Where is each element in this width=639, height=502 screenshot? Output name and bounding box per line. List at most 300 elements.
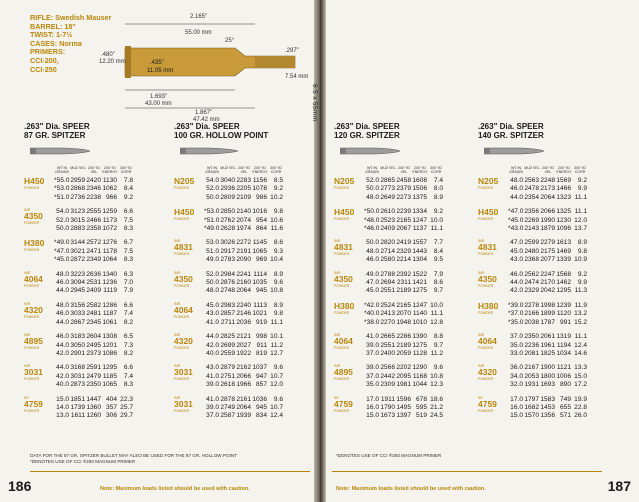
col-header: 200 YD ENERGY xyxy=(102,166,118,175)
correction-300yd: 8.3 xyxy=(123,256,133,264)
powder-maker: IMR xyxy=(478,239,485,244)
energy-200yd: 969 xyxy=(255,256,267,264)
powder-groups xyxy=(334,177,474,421)
correction-300yd: 9.6 xyxy=(273,364,283,372)
bullet-icon xyxy=(484,144,544,158)
muzzle-velocity: 2166 xyxy=(524,310,539,318)
energy-200yd: 595 xyxy=(415,403,427,411)
muzzle-velocity: 2053 xyxy=(524,372,539,380)
muzzle-velocity: 2983 xyxy=(220,301,235,309)
muzzle-velocity: 2788 xyxy=(380,270,395,278)
load-row xyxy=(54,225,164,233)
powder-name: 4064 xyxy=(334,336,353,347)
charge-weight: 35.0 xyxy=(510,341,523,349)
velocity-200yd: 2066 xyxy=(236,372,251,380)
muzzle-velocity: 2618 xyxy=(220,381,235,389)
muzzle-velocity: 2917 xyxy=(220,247,235,255)
footer-rule xyxy=(30,471,310,472)
bullet-heading xyxy=(24,122,164,140)
correction-300yd: 14.6 xyxy=(574,349,587,357)
correction-300yd: 29.7 xyxy=(120,412,133,420)
muzzle-velocity: 3021 xyxy=(70,247,85,255)
cartridge-diagram xyxy=(95,12,314,124)
col-header: 300 YD CORR xyxy=(270,166,282,175)
bullet-heading-line: .263" Dia. SPEER xyxy=(334,122,400,131)
velocity-200yd: 2077 xyxy=(540,256,555,264)
load-row xyxy=(54,373,164,381)
load-row xyxy=(54,319,164,327)
charge-weight: 46.0 xyxy=(56,279,69,287)
muzzle-velocity: 1739 xyxy=(70,403,85,411)
load-row xyxy=(364,208,474,216)
charge-weight: 39.0 xyxy=(366,341,379,349)
powder-label xyxy=(334,396,364,421)
charge-weight: *37.0 xyxy=(508,310,524,318)
powder-name: N205 xyxy=(174,176,195,186)
velocity-200yd: 1397 xyxy=(396,412,411,420)
correction-300yd: 8.8 xyxy=(433,333,443,341)
velocity-200yd: 2066 xyxy=(540,208,555,216)
powder-label xyxy=(478,239,508,264)
charge-weight: 50.0 xyxy=(56,225,69,233)
velocity-200yd: 1998 xyxy=(540,301,555,309)
powder-type: POWDER xyxy=(478,377,494,382)
load-row xyxy=(204,342,314,350)
velocity-200yd: 2059 xyxy=(396,349,411,357)
energy-200yd: 1569 xyxy=(556,177,571,184)
muzzle-velocity: 2563 xyxy=(524,177,539,184)
charge-weight: 49.0 xyxy=(366,270,379,278)
col-header: WT IN GRAINS xyxy=(509,166,523,175)
charge-weight: 39.0 xyxy=(206,381,219,389)
energy-200yd: 1086 xyxy=(102,349,117,357)
correction-300yd: 8.3 xyxy=(123,381,133,389)
powder-name: 4320 xyxy=(24,304,43,315)
energy-200yd: 1035 xyxy=(252,279,267,287)
powder-name: H380 xyxy=(478,300,499,311)
energy-200yd: 1506 xyxy=(412,185,427,193)
correction-300yd: 11.2 xyxy=(270,341,283,349)
page-186 xyxy=(0,0,314,502)
powder-type: POWDER xyxy=(478,283,494,288)
powder-type: POWDER xyxy=(174,186,190,190)
powder-label xyxy=(174,396,204,421)
spec-line: RIFLE: Swedish Mauser xyxy=(30,13,112,22)
col-header: 300 YD CORR xyxy=(430,166,442,175)
charge-weight: 41.0 xyxy=(206,318,219,326)
powder-label xyxy=(24,271,54,296)
energy-200yd: 966 xyxy=(105,193,117,201)
energy-200yd: 1156 xyxy=(252,177,267,184)
muzzle-velocity: 1570 xyxy=(524,412,539,420)
energy-200yd: 834 xyxy=(255,412,267,420)
muzzle-velocity: 2850 xyxy=(220,208,235,216)
powder-type: POWDER xyxy=(478,186,494,190)
muzzle-velocity: 2356 xyxy=(524,208,539,216)
col-header: MUZ VEL xyxy=(70,166,86,170)
powder-label xyxy=(24,177,54,202)
energy-200yd: 1340 xyxy=(102,270,117,278)
velocity-200yd: 2109 xyxy=(236,193,251,201)
powder-type: POWDER xyxy=(478,252,494,257)
muzzle-velocity: 2368 xyxy=(524,256,539,264)
powder-label xyxy=(478,302,508,327)
velocity-200yd: 2582 xyxy=(86,301,101,309)
powder-name: H380 xyxy=(334,300,355,311)
footnote-line: DATA FOR THE 87 GR. SPITZER BULLET MAY ALSO BE USED FOR THE 87 GR. HOLLOW POINT xyxy=(30,453,237,458)
charge-weight: 52.0 xyxy=(56,216,69,224)
energy-200yd: 1140 xyxy=(412,310,427,318)
load-rows xyxy=(204,208,314,233)
charge-weight: *51.0 xyxy=(204,216,220,224)
powder-name: 4064 xyxy=(478,336,497,347)
charge-weight: 16.0 xyxy=(510,403,523,411)
charge-weight: 50.0 xyxy=(366,185,379,193)
muzzle-velocity: 2865 xyxy=(380,177,395,184)
energy-200yd: 1290 xyxy=(412,364,427,372)
muzzle-velocity: 1790 xyxy=(380,403,395,411)
load-row xyxy=(364,364,474,372)
energy-200yd: 749 xyxy=(559,395,571,403)
energy-200yd: 1178 xyxy=(102,247,117,255)
muzzle-velocity: 2480 xyxy=(524,247,539,255)
energy-200yd: 890 xyxy=(559,381,571,389)
dim-label: 25° xyxy=(225,38,235,44)
velocity-200yd: 2027 xyxy=(236,341,251,349)
load-row xyxy=(508,177,618,185)
muzzle-velocity: 2270 xyxy=(380,318,395,326)
correction-300yd: 7.4 xyxy=(123,310,133,318)
powder-groups xyxy=(174,177,314,421)
muzzle-velocity: 2736 xyxy=(70,193,85,201)
powder-name: 4759 xyxy=(24,398,43,409)
load-rows xyxy=(54,364,164,389)
muzzle-velocity: 3156 xyxy=(70,301,85,309)
load-rows xyxy=(364,239,474,264)
energy-200yd: 1247 xyxy=(412,216,427,224)
col-header: WT IN GRAINS xyxy=(55,166,69,175)
muzzle-velocity: 2350 xyxy=(524,333,539,341)
correction-300yd: 8.6 xyxy=(433,279,443,287)
muzzle-velocity: 2711 xyxy=(220,318,235,326)
load-row xyxy=(364,342,474,350)
load-row xyxy=(508,239,618,247)
energy-200yd: 1230 xyxy=(556,216,571,224)
energy-200yd: 1295 xyxy=(102,364,117,372)
energy-200yd: 1061 xyxy=(102,318,117,326)
energy-200yd: 1137 xyxy=(412,225,427,233)
charge-weight: 32.0 xyxy=(510,381,523,389)
velocity-200yd: 2358 xyxy=(86,225,101,233)
correction-300yd: 7.3 xyxy=(123,341,133,349)
bullet-heading-line: .263" Dia. SPEER xyxy=(478,122,544,131)
load-rows xyxy=(54,177,164,202)
powder-label xyxy=(334,239,364,264)
powder-name: 4320 xyxy=(174,336,193,347)
charge-weight: 43.0 xyxy=(206,310,219,318)
powder-type: POWDER xyxy=(24,283,40,288)
powder-type: POWDER xyxy=(174,346,190,351)
correction-300yd: 9.3 xyxy=(273,247,283,255)
powder-group xyxy=(24,333,164,358)
charge-weight: 43.0 xyxy=(510,256,523,264)
powder-group xyxy=(24,364,164,389)
load-row xyxy=(204,279,314,287)
muzzle-velocity: 3183 xyxy=(70,333,85,341)
muzzle-velocity: 3031 xyxy=(70,372,85,380)
energy-200yd: 1173 xyxy=(102,216,117,224)
correction-300yd: 7.8 xyxy=(123,177,133,184)
charge-weight: 17.0 xyxy=(366,395,379,403)
powder-type: POWDER xyxy=(24,248,40,253)
powder-maker: IMR xyxy=(24,301,31,306)
load-rows xyxy=(54,333,164,358)
powder-maker: SR xyxy=(24,395,29,400)
velocity-200yd: 2189 xyxy=(396,287,411,295)
correction-300yd: 10.4 xyxy=(270,256,283,264)
powder-label xyxy=(174,208,204,233)
col-header: 200 YD VEL xyxy=(398,166,410,175)
powder-group xyxy=(24,302,164,327)
powder-group xyxy=(24,271,164,296)
charge-weight: 47.0 xyxy=(366,279,379,287)
charge-weight: 48.0 xyxy=(56,270,69,278)
load-row xyxy=(508,208,618,216)
correction-300yd: 7.4 xyxy=(123,372,133,380)
velocity-200yd: 2471 xyxy=(86,247,101,255)
book-gutter xyxy=(314,0,326,502)
muzzle-velocity: 2867 xyxy=(70,318,85,326)
load-row xyxy=(54,279,164,287)
velocity-200yd: 2379 xyxy=(396,185,411,193)
powder-group xyxy=(478,208,618,233)
bullet-heading-line: .263" Dia. SPEER xyxy=(174,122,240,131)
correction-300yd: 9.2 xyxy=(577,270,587,278)
energy-200yd: 404 xyxy=(105,395,117,403)
charge-weight: 54.0 xyxy=(206,177,219,184)
load-row xyxy=(364,287,474,295)
load-row xyxy=(364,319,474,327)
velocity-200yd: 1495 xyxy=(396,403,411,411)
muzzle-velocity: 1797 xyxy=(524,395,539,403)
load-row xyxy=(54,287,164,295)
charge-weight: 41.0 xyxy=(206,372,219,380)
muzzle-velocity: 2628 xyxy=(220,225,235,233)
load-row xyxy=(364,271,474,279)
charge-weight: 15.0 xyxy=(366,412,379,420)
energy-200yd: 857 xyxy=(255,381,267,389)
velocity-200yd: 2238 xyxy=(86,193,101,201)
charge-weight: 43.0 xyxy=(206,364,219,372)
powder-label xyxy=(334,333,364,358)
charge-weight: 52.0 xyxy=(366,177,379,184)
powder-label xyxy=(174,333,204,358)
muzzle-velocity: 3144 xyxy=(70,239,85,247)
col-header: 200 YD VEL xyxy=(238,166,250,175)
energy-200yd: 1114 xyxy=(253,270,267,278)
load-row xyxy=(54,177,164,185)
load-column-100gr xyxy=(174,122,314,427)
velocity-200yd: 2466 xyxy=(86,216,101,224)
load-row xyxy=(54,256,164,264)
energy-200yd: 911 xyxy=(256,341,267,349)
col-header: 200 YD ENERGY xyxy=(556,166,572,175)
charge-weight: 44.0 xyxy=(56,364,69,372)
load-row xyxy=(204,208,314,216)
column-headers xyxy=(334,166,474,177)
velocity-200yd: 2311 xyxy=(396,279,411,287)
energy-200yd: 1145 xyxy=(252,239,267,247)
muzzle-velocity: 3040 xyxy=(220,177,235,184)
correction-300yd: 9.6 xyxy=(273,279,283,287)
dim-label: 11.05 mm xyxy=(147,68,174,74)
load-row xyxy=(54,381,164,389)
charge-weight: 37.0 xyxy=(366,372,379,380)
load-rows xyxy=(508,333,618,358)
charge-weight: 42.0 xyxy=(206,341,219,349)
bullet-heading xyxy=(478,122,618,140)
muzzle-velocity: 2809 xyxy=(220,193,235,201)
velocity-200yd: 2241 xyxy=(236,270,251,278)
velocity-200yd: 2165 xyxy=(396,216,411,224)
caliber-vertical-title: 6.5 x 55mm xyxy=(311,84,318,122)
powder-group xyxy=(478,364,618,389)
spec-line: BARREL: 18" xyxy=(30,21,76,31)
correction-300yd: 8.9 xyxy=(273,270,283,278)
column-headers xyxy=(478,166,618,177)
load-row xyxy=(364,412,474,420)
charge-weight: 42.0 xyxy=(56,349,69,357)
dim-label: 12.20 mm xyxy=(99,59,126,65)
muzzle-velocity: 2748 xyxy=(220,287,235,295)
col-header: 200 YD VEL xyxy=(542,166,554,175)
charge-weight: 53.0 xyxy=(206,239,219,247)
correction-300yd: 8.5 xyxy=(273,177,283,184)
velocity-200yd: 2074 xyxy=(236,216,251,224)
correction-300yd: 12.4 xyxy=(574,341,587,349)
powder-group xyxy=(478,177,618,202)
charge-weight: 15.0 xyxy=(510,412,523,420)
load-rows xyxy=(364,364,474,389)
velocity-200yd: 1879 xyxy=(540,225,555,233)
powder-name: 4320 xyxy=(478,367,497,378)
charge-weight: 44.0 xyxy=(510,193,523,201)
load-row xyxy=(204,412,314,420)
charge-weight: *49.0 xyxy=(54,239,70,247)
charge-weight: 14.0 xyxy=(56,403,69,411)
load-rows xyxy=(508,208,618,233)
footnote xyxy=(30,453,237,465)
correction-300yd: 9.7 xyxy=(433,287,443,295)
correction-300yd: 7.4 xyxy=(433,177,443,184)
muzzle-velocity: 2714 xyxy=(380,247,395,255)
velocity-200yd: 1922 xyxy=(236,349,251,357)
powder-group xyxy=(24,177,164,202)
powder-group xyxy=(478,396,618,421)
correction-300yd: 12.3 xyxy=(430,381,443,389)
velocity-200yd: 1939 xyxy=(236,412,251,420)
load-row xyxy=(364,279,474,287)
velocity-200yd: 1899 xyxy=(540,310,555,318)
correction-300yd: 10.2 xyxy=(270,193,283,201)
energy-200yd: 1462 xyxy=(556,279,571,287)
column-headers xyxy=(174,166,314,177)
load-row xyxy=(364,225,474,233)
muzzle-velocity: 2523 xyxy=(380,216,395,224)
charge-weight: 15.0 xyxy=(56,395,69,403)
energy-200yd: 991 xyxy=(559,318,571,326)
powder-label xyxy=(24,302,54,327)
load-row xyxy=(508,194,618,202)
energy-200yd: 1239 xyxy=(556,301,571,309)
energy-200yd: 998 xyxy=(255,333,267,341)
load-row xyxy=(54,396,164,404)
powder-group xyxy=(174,271,314,296)
powder-name: 4895 xyxy=(24,336,43,347)
powder-group xyxy=(174,364,314,389)
correction-300yd: 12.7 xyxy=(270,349,283,357)
velocity-200yd: 2095 xyxy=(396,372,411,380)
caution-note: Note: Maximum loads listed should be used with caution. xyxy=(336,486,486,492)
energy-200yd: 1568 xyxy=(556,270,571,278)
powder-label xyxy=(24,364,54,389)
velocity-200yd: 2420 xyxy=(86,177,101,184)
bullet-heading-line: 100 GR. HOLLOW POINT xyxy=(174,131,269,140)
velocity-200yd: 2419 xyxy=(396,239,411,247)
energy-200yd: 1016 xyxy=(252,208,267,216)
powder-group xyxy=(174,177,314,202)
velocity-200yd: 1990 xyxy=(540,216,555,224)
correction-300yd: 8.2 xyxy=(123,349,133,357)
col-header: 200 YD ENERGY xyxy=(412,166,428,175)
powder-type: POWDER xyxy=(334,408,350,413)
powder-type: POWDER xyxy=(24,408,40,413)
correction-300yd: 10.9 xyxy=(574,256,587,264)
energy-200yd: 1119 xyxy=(103,287,117,295)
footnote-line: *DENOTES USE OF CCI ®250 MAGNUM PRIMER xyxy=(30,459,136,464)
page-number: 187 xyxy=(607,478,631,494)
load-row xyxy=(54,302,164,310)
charge-weight: 48.0 xyxy=(366,247,379,255)
spec-line: CCI-200, xyxy=(30,55,59,65)
col-header: WT IN GRAINS xyxy=(365,166,379,175)
muzzle-velocity: 2081 xyxy=(524,349,539,357)
powder-maker: IMR xyxy=(174,270,181,275)
energy-200yd: 1120 xyxy=(556,310,571,318)
correction-300yd: 12.0 xyxy=(574,216,587,224)
powder-type: POWDER xyxy=(334,186,350,190)
powder-group xyxy=(24,396,164,421)
powder-type: POWDER xyxy=(334,217,350,222)
load-row xyxy=(204,396,314,404)
load-rows xyxy=(54,302,164,327)
charge-weight: 34.0 xyxy=(510,372,523,380)
powder-label xyxy=(334,208,364,233)
energy-200yd: 1065 xyxy=(102,381,117,389)
energy-200yd: 1608 xyxy=(412,177,427,184)
muzzle-velocity: 2825 xyxy=(220,333,235,341)
velocity-200yd: 2170 xyxy=(540,279,555,287)
powder-group xyxy=(334,271,474,296)
load-row xyxy=(204,373,314,381)
load-rows xyxy=(508,177,618,202)
dim-label: 2.165" xyxy=(190,14,208,20)
charge-weight: 48.0 xyxy=(56,301,69,309)
correction-300yd: 11.3 xyxy=(574,287,587,295)
charge-weight: 40.0 xyxy=(56,381,69,389)
dim-label: .297" xyxy=(285,48,299,54)
load-rows xyxy=(204,271,314,296)
